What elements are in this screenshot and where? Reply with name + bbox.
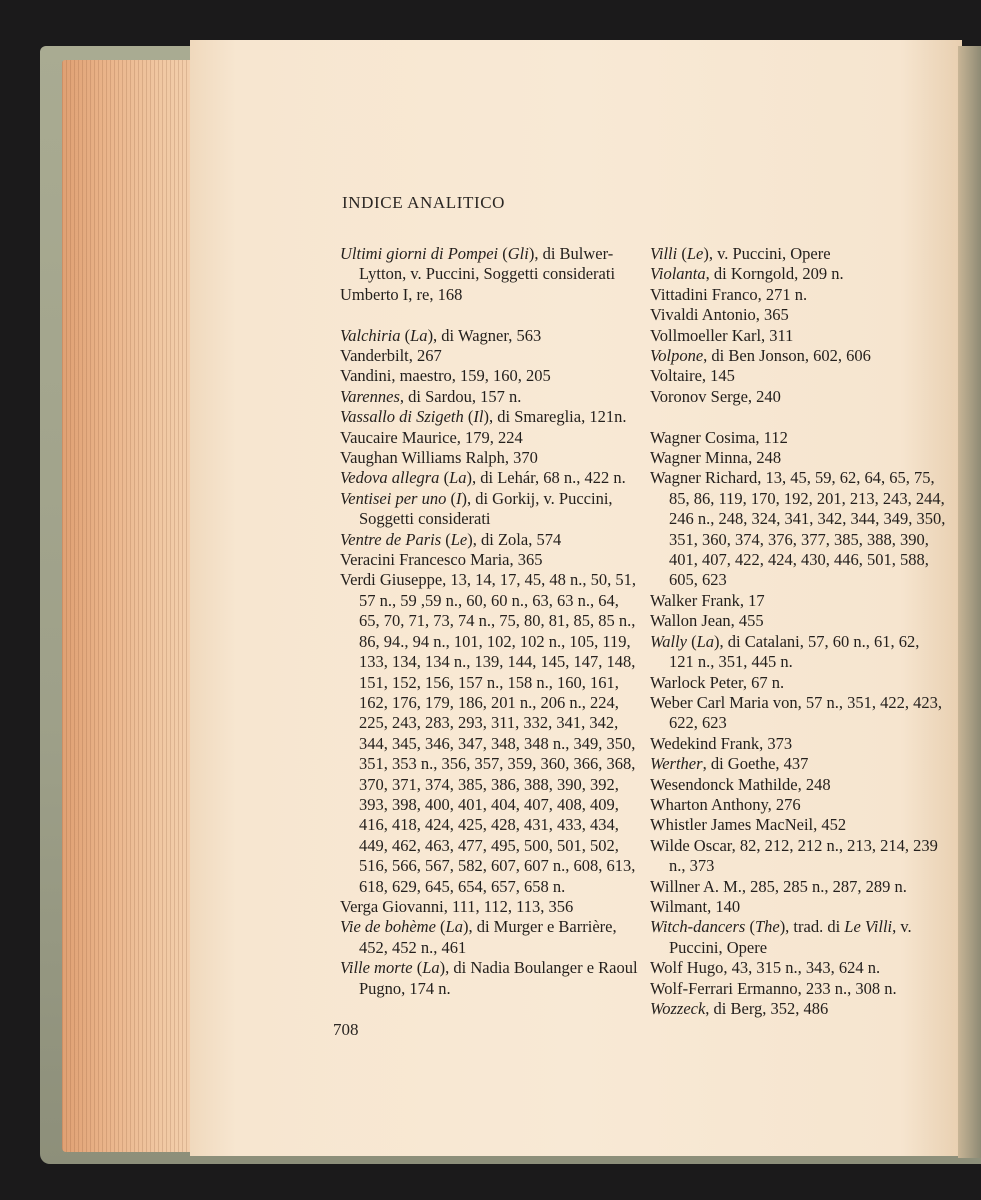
page-edges	[62, 60, 210, 1152]
index-entry-text: (	[686, 631, 697, 651]
index-entry-title: La	[410, 325, 428, 345]
index-entry	[340, 366, 638, 386]
index-entry	[650, 877, 946, 897]
index-entry-text: , di Ben Jonson, 602, 606	[703, 346, 871, 366]
index-entry	[650, 591, 946, 611]
index-entry-title: Vedova allegra	[340, 468, 440, 488]
index-entry	[650, 366, 946, 386]
index-entry-text: Verga Giovanni, 111, 112, 113, 356	[340, 896, 574, 916]
index-entry-title: La	[449, 468, 467, 488]
index-entry-title: Ventre de Paris	[340, 529, 442, 549]
index-entry-text: (	[439, 468, 450, 488]
index-entry-text: , di Goethe, 437	[702, 754, 809, 774]
index-entry-text: ), di Lehár, 68 n., 422 n.	[466, 468, 626, 488]
index-entry-title: Gli	[507, 244, 529, 263]
index-entry-title: Varennes	[340, 386, 400, 406]
index-entry-text: Wharton Anthony, 276	[650, 794, 801, 814]
index-entry-text: Vivaldi Antonio, 365	[650, 305, 789, 325]
index-entry	[650, 999, 946, 1019]
index-entry-text: ), di Bulwer-Lytton, v. Puccini, Soggetti considerati	[359, 244, 616, 284]
running-head: INDICE ANALITICO	[342, 193, 506, 212]
index-entry-title: La	[696, 631, 715, 651]
index-entry-text: , di Korngold, 209 n.	[705, 264, 844, 284]
index-entry-text: Wagner Cosima, 112	[650, 427, 788, 447]
index-entry	[650, 305, 946, 325]
index-entry-text: ), di Gorkij, v. Puccini, Soggetti considerati	[359, 488, 613, 529]
index-entry	[650, 958, 946, 978]
index-entry	[650, 673, 946, 693]
index-entry-text: (	[400, 325, 411, 345]
index-entry-text: Wedekind Frank, 373	[650, 733, 793, 753]
index-entry-text: (	[677, 244, 687, 263]
index-entry-text: ), di Smareglia, 121n.	[483, 407, 627, 427]
index-entry-text: Veracini Francesco Maria, 365	[340, 550, 543, 570]
index-entry-title: Ultimi giorni di Pompei	[340, 244, 499, 263]
index-entry	[650, 428, 946, 448]
index-entry-title: Ventisei per uno	[340, 488, 447, 508]
index-entry	[650, 795, 946, 815]
index-entry-text: Wallon Jean, 455	[650, 611, 764, 631]
index-entry-text: Wagner Minna, 248	[650, 448, 782, 468]
index-entry	[650, 734, 946, 754]
index-entry-text: (	[498, 244, 508, 263]
index-entry-title: Valchiria	[340, 325, 401, 345]
index-entry-text: Verdi Giuseppe, 13, 14, 17, 45, 48 n., 50, 51, 57 n., 59 ,59 n., 60, 60 n., 63, 63 n., 64, 65, 70, 71, 73, 74 n., 75, 80, 81, 85, 85 n., 86, 94., 94 n., 101, 102, 102 n., 105, 119, 133, 134, 134 n., 139, 144, 145, 147, 148, 151, 152, 156, 157 n., 158 n., 160, 161, 162, 176, 179, 186, 201 n., 206 n., 224, 225, 243, 283, 293, 311, 332, 341, 342, 344, 345, 346, 347, 348, 348 n., 349, 350, 351, 353 n., 356, 357, 359, 360, 366, 368, 370, 371, 374, 385, 386, 388, 390, 392, 393, 398, 400, 401, 404, 407, 408, 409, 416, 418, 424, 425, 428, 431, 433, 434, 449, 462, 463, 477, 495, 500, 501, 502, 516, 566, 567, 582, 607, 607 n., 608, 613, 618, 629, 645, 654, 657, 658 n.	[340, 570, 637, 896]
index-entry	[650, 632, 946, 673]
index-entry-text: ), di Murger e Barrière, 452, 452 n., 461	[359, 917, 617, 957]
index-entry	[340, 387, 638, 407]
index-entry-text: Willner A. M., 285, 285 n., 287, 289 n.	[650, 876, 907, 896]
index-entry-title: La	[445, 917, 463, 937]
index-entry-text: Weber Carl Maria von, 57 n., 351, 422, 423, 622, 623	[650, 692, 942, 733]
index-entry-title: Wozzeck	[650, 999, 706, 1019]
index-entry	[650, 326, 946, 346]
index-entry	[650, 775, 946, 795]
index-entry	[650, 448, 946, 468]
index-entry	[340, 326, 638, 346]
index-entry-text: Vanderbilt, 267	[340, 346, 442, 366]
index-entry-text: Vaughan Williams Ralph, 370	[340, 448, 538, 468]
index-entry-text: Wolf-Ferrari Ermanno, 233 n., 308 n.	[650, 978, 897, 998]
index-entry	[340, 550, 638, 570]
index-entry-text: Voronov Serge, 240	[650, 386, 781, 406]
index-entry	[650, 693, 946, 734]
index-entry	[650, 387, 946, 407]
index-entry-title: Wally	[650, 631, 687, 651]
index-entry-title: Witch-dancers	[650, 917, 746, 937]
index-entry	[650, 836, 946, 877]
index-entry-title: I	[455, 488, 462, 508]
index-entry	[650, 611, 946, 631]
index-entry	[340, 958, 638, 999]
index-entry	[650, 815, 946, 835]
index-entry-text: Vittadini Franco, 271 n.	[650, 284, 808, 304]
index-entry-title: Ville morte	[340, 958, 413, 978]
index-entry	[340, 407, 638, 427]
index-entry-text: ), v. Puccini, Opere	[703, 244, 831, 263]
index-entry	[650, 468, 946, 590]
index-entry-text: ), di Wagner, 563	[427, 325, 542, 345]
index-entry-text: (	[441, 529, 451, 549]
index-entry-title: Violanta	[650, 264, 706, 284]
index-entry	[340, 570, 638, 897]
index-entry-text: Voltaire, 145	[650, 366, 735, 386]
index-entry-text: ), trad. di	[779, 917, 845, 937]
index-entry-text: Umberto I, re, 168	[340, 284, 463, 304]
index-entry-text: Warlock Peter, 67 n.	[650, 672, 785, 692]
index-entry-title: Il	[473, 407, 484, 427]
index-entry	[340, 285, 638, 305]
page-gutter-shadow	[958, 46, 981, 1158]
index-entry-text: , di Berg, 352, 486	[705, 999, 829, 1019]
index-entry	[650, 346, 946, 366]
index-entry-text: (	[446, 488, 456, 508]
index-entry	[340, 897, 638, 917]
index-entry	[650, 897, 946, 917]
index-entry-title: Volpone	[650, 346, 704, 366]
page-number: 708	[333, 1020, 359, 1039]
index-entry-text: (	[463, 407, 474, 427]
index-entry-title: Le Villi	[844, 917, 893, 937]
index-entry-text: Wilmant, 140	[650, 896, 741, 916]
index-column-left	[340, 244, 638, 999]
index-entry	[340, 244, 638, 285]
index-column-right	[650, 244, 946, 1019]
index-entry-text: , di Sardou, 157 n.	[399, 386, 522, 406]
index-entry-title: Werther	[650, 754, 703, 774]
index-entry	[650, 917, 946, 958]
index-entry-title: Vie de bohème	[340, 917, 436, 937]
index-entry	[650, 264, 946, 284]
index-entry-text: (	[435, 917, 446, 937]
index-entry	[650, 754, 946, 774]
index-entry-title: Le	[450, 529, 468, 549]
index-entry-text: , v. Puccini, Opere	[669, 917, 912, 957]
index-entry-text: Vollmoeller Karl, 311	[650, 325, 794, 345]
index-entry-text: ), di Zola, 574	[467, 529, 562, 549]
index-entry-text: (	[745, 917, 755, 937]
index-entry	[650, 244, 946, 264]
index-entry-text: ), di Catalani, 57, 60 n., 61, 62, 121 n., 351, 445 n.	[669, 631, 920, 672]
index-entry-text: Wolf Hugo, 43, 315 n., 343, 624 n.	[650, 958, 881, 978]
index-entry-text: Vaucaire Maurice, 179, 224	[340, 427, 523, 447]
index-entry-text: Vandini, maestro, 159, 160, 205	[340, 366, 551, 386]
index-entry	[340, 489, 638, 530]
index-entry	[650, 285, 946, 305]
index-entry-text: Walker Frank, 17	[650, 590, 765, 610]
index-entry-title: Vassallo di Szigeth	[340, 407, 464, 427]
index-entry-text: Wagner Richard, 13, 45, 59, 62, 64, 65, 75, 85, 86, 119, 170, 192, 201, 213, 243, 244, 246 n., 248, 324, 341, 342, 344, 349, 350, 351, 360, 374, 376, 377, 385, 388, 390, 401, 407, 422, 424, 430, 446, 501, 588, 605, 623	[650, 468, 946, 590]
index-entry-title: Le	[686, 244, 704, 263]
index-entry-title: La	[422, 958, 440, 978]
index-entry	[650, 979, 946, 999]
index-entry	[340, 530, 638, 550]
index-entry	[340, 428, 638, 448]
index-entry-title: The	[754, 917, 780, 937]
index-entry	[340, 917, 638, 958]
index-entry-text: Whistler James MacNeil, 452	[650, 815, 847, 835]
index-entry	[340, 468, 638, 488]
index-entry-text: ), di Nadia Boulanger e Raoul Pugno, 174 n.	[359, 958, 638, 998]
index-entry-text: (	[412, 958, 423, 978]
index-entry-title: Villi	[650, 244, 678, 263]
index-entry	[340, 448, 638, 468]
index-entry-text: Wesendonck Mathilde, 248	[650, 774, 831, 794]
index-entry-text: Wilde Oscar, 82, 212, 212 n., 213, 214, 239 n., 373	[650, 835, 938, 876]
index-entry	[340, 346, 638, 366]
